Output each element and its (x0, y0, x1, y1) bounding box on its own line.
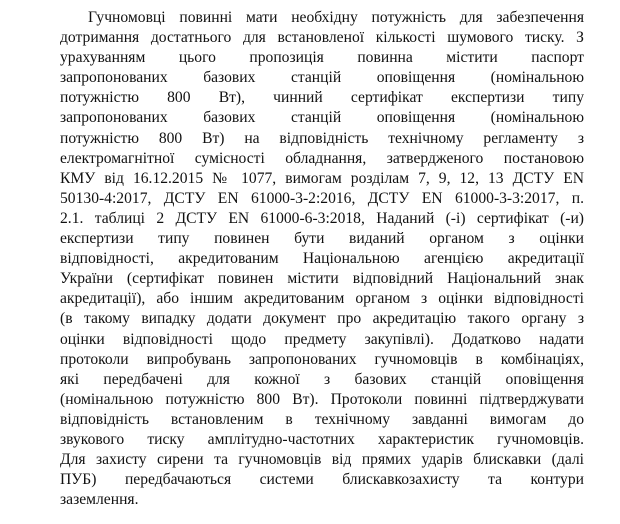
text-line: які передбачені для кожної з базових станцій оповіщення (60, 370, 584, 388)
text-line: запропонованих базових станцій оповіщення (номінальною (60, 69, 584, 87)
text-line: 2.1. таблиці 2 ДСТУ EN 61000-6-3:2018, Наданий (-і) сертифікат (-и) (60, 209, 584, 227)
text-line: запропонованих базових станцій оповіщення (номінальною (60, 109, 584, 127)
text-line: (в такому випадку додати документ про акредитацію такого органу з (60, 310, 584, 328)
text-line: 50130-4:2017, ДСТУ EN 61000-3-2:2016, ДСТУ EN 61000-3-3:2017, п. (60, 189, 584, 207)
text-line: оцінки відповідності щодо предмету закупівлі). Додатково надати (60, 330, 584, 348)
text-line: заземлення. (60, 491, 139, 509)
text-line: України (сертифікат повинен містити відповідний Національний знак (60, 270, 584, 288)
text-line: потужністю 800 Вт), чинний сертифікат експертизи типу (60, 89, 584, 107)
text-line: відповідності, акредитованим Національною агенцією акредитації (60, 250, 584, 268)
text-line: урахуванням цього пропозиція повинна містити паспорт (60, 49, 584, 67)
text-line: відповідність встановленим в технічному завданні вимогам до (60, 410, 584, 428)
text-line: потужністю 800 Вт) на відповідність технічному регламенту з (60, 129, 584, 147)
text-line: акредитації), або іншим акредитованим органом з оцінки відповідності (60, 290, 584, 308)
text-line: Для захисту сирени та гучномовців від прямих ударів блискавки (далі (60, 451, 584, 469)
text-line: звукового тиску амплітудно-частотних характеристик гучномовців. (60, 430, 584, 448)
text-line: КМУ від 16.12.2015 № 1077, вимогам розділам 7, 9, 12, 13 ДСТУ EN (60, 169, 584, 187)
text-line: (номінальною потужністю 800 Вт). Протоколи повинні підтверджувати (60, 390, 584, 408)
text-line: ПУБ) передбачаються системи блискавкозахисту та контури (60, 471, 584, 489)
text-line: Гучномовці повинні мати необхідну потужність для забезпечення (88, 9, 584, 26)
document-text (60, 8, 584, 510)
text-line: протоколи випробувань запропонованих гучномовців в комбінаціях, (60, 350, 584, 368)
text-line: електромагнітної сумісності обладнання, затвердженого постановою (60, 149, 584, 167)
text-line: дотримання достатнього для встановленої кількості шумового тиску. З (60, 29, 584, 47)
text-line: експертизи типу повинен бути виданий органом з оцінки (60, 230, 584, 248)
